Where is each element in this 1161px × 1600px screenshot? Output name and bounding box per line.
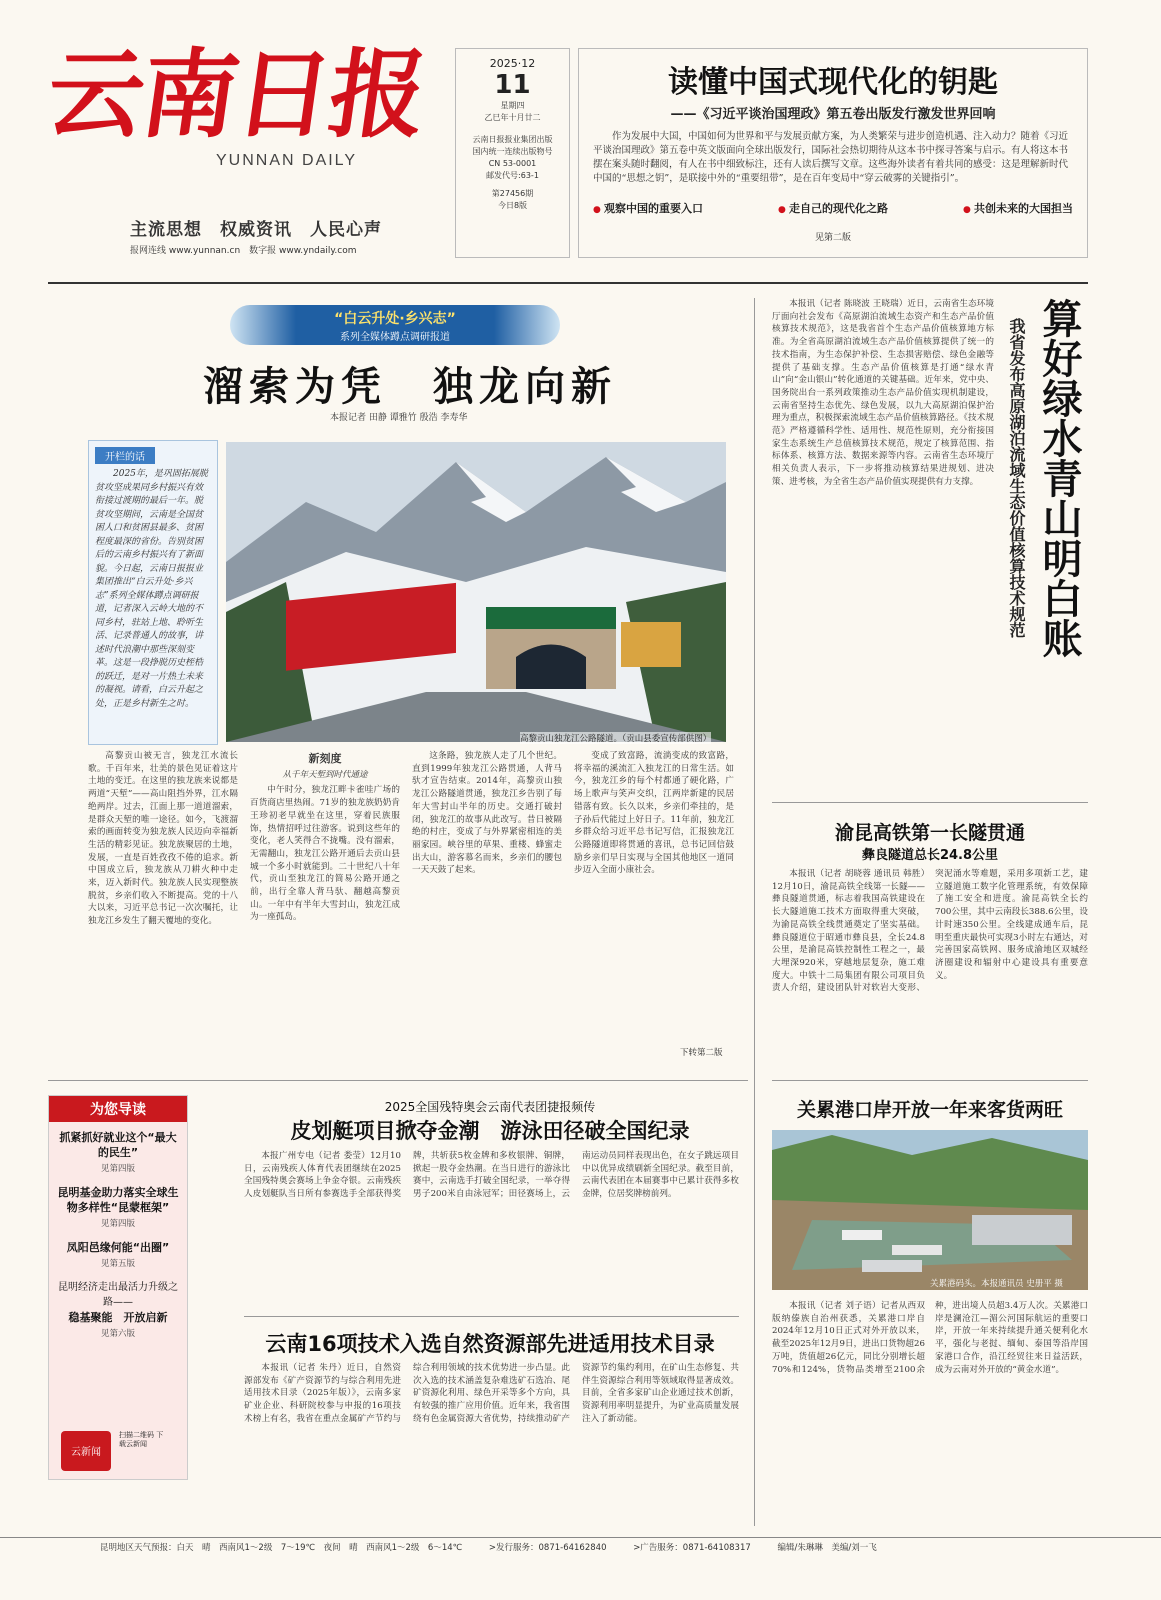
app-logo[interactable]: 云新闻 (61, 1431, 111, 1471)
footer-bar (0, 1537, 1161, 1557)
date-day: 11 (494, 70, 531, 100)
guide-item-page: 见第四版 (100, 1164, 135, 1174)
sports-title[interactable]: 皮划艇项目掀夺金潮 游泳田径破全国纪录 (290, 1119, 690, 1143)
top-story-bullets (593, 200, 1073, 216)
date-lunar: 乙巳年十月廿二 (484, 113, 541, 122)
guide-item[interactable] (49, 1122, 187, 1177)
divider (48, 1080, 748, 1081)
delivery-service: >发行服务：0871-64162840 (488, 1543, 607, 1553)
tunnel-photo-caption: 高黎贡山独龙江公路隧道。（贡山县委宣传部供图） (520, 734, 712, 744)
top-story-body: 作为发展中大国，中国如何为世界和平与发展贡献方案，为人类繁荣与进步创造机遇、注入动力？随着《习近平谈治国理政》第五卷中英文版面向全球出版发行，国际社会热切期待从这本书中探寻答案与启示。有人将这本书摆在案头随时翻阅，有人在书中细致标注，还有人读后撰写文章。这些海外读者有着共同的感受：这是理解新时代中国的“思想之钥”，是联接中外的“重要纽带”，是在百年变局中“穿云破雾的关键指引”。 (593, 131, 1069, 184)
top-story-subtitle: ——《习近平谈治国理政》第五卷出版发行激发世界回响 (670, 107, 996, 122)
bullet-item[interactable]: ● 共创未来的大国担当 (963, 200, 1073, 216)
sports-kicker: 2025全国残特奥会云南代表团捷报频传 (384, 1100, 596, 1114)
qr-label: 扫描二维码 下载云新闻 (119, 1431, 164, 1448)
page-count: 今日8版 (497, 201, 528, 210)
weather-forecast: 昆明地区天气预报：白天 晴 西南风1～2级 7～19℃ 夜间 晴 西南风1～2级 6～14℃ (100, 1543, 463, 1553)
tech-title[interactable]: 云南16项技术入选自然资源部先进适用技术目录 (265, 1332, 715, 1356)
issn-label: 国内统一连续出版物号 (472, 147, 553, 156)
tunnel-story-body (772, 868, 1088, 1068)
tech-body (244, 1362, 739, 1527)
guide-item-page: 见第六版 (100, 1329, 135, 1339)
port-photo (772, 1130, 1088, 1290)
side-story-title[interactable]: 算好绿水青山明白账 (1036, 298, 1082, 658)
ad-service: >广告服务：0871-64108317 (633, 1543, 751, 1553)
divider (772, 802, 1088, 803)
tunnel-photo (226, 442, 726, 742)
guide-item-title[interactable]: 稳基聚能 开放启新 (68, 1311, 168, 1324)
column-divider (754, 298, 755, 1526)
bullet-item[interactable]: ● 观察中国的重要入口 (593, 200, 703, 216)
port-photo-caption: 关累港码头。本报通讯员 史册平 摄 (930, 1279, 1063, 1289)
divider (244, 1316, 739, 1317)
lead-column-4 (574, 750, 734, 1045)
editor-credit: 编辑/朱琳琳 美编/刘一飞 (777, 1543, 877, 1553)
lead-col4-text: 变成了致富路，流淌变成的致富路，将幸福的溪流汇入独龙江的日常生活。如今，独龙江乡的每个村都通了硬化路，广场上歌声与笑声交织，江两岸新建的民居错落有致。长久以来，乡亲们牵挂的，是子孙后代能过上好日子。11年前，独龙江乡群众给习近平总书记写信，汇报独龙江公路隧道即将贯通的喜讯，总书记回信鼓励乡亲们早日实现与全国其他地区一道同步迈入全面小康社会。 (574, 751, 734, 876)
publisher: 云南日报报业集团出版 (472, 135, 553, 144)
top-story-see: 见第二版 (814, 233, 851, 243)
preface-text: 2025年，是巩固拓展脱贫攻坚成果同乡村振兴有效衔接过渡期的最后一年。脱贫攻坚期间，云南是全国贫困人口和贫困县最多、贫困程度最深的省份。告别贫困后的云南乡村振兴有了新面貌。今日起，云南日报报业集团推出“白云升处·乡兴志”系列全媒体蹲点调研报道，记者深入云岭大地的不同乡村，驻站上地、聆听生活、记录普通人的故事，讲述时代浪潮中那些深刻变革。这是一段挣脱历史桎梏的跃迁，是对一片热土未来的凝视。请看，白云升起之处，正是乡村新生之时。 (95, 469, 208, 709)
port-story-text: 本报讯（记者 刘子语）记者从西双版纳傣族自治州获悉，关累港口岸自2024年12月10日正式对外开放以来，截至2025年12月9日，进出口货物超26万吨，货值超26亿元，同比分别增长超70%和124%，货物品类增至2100余种，进出境人员超3.4万人次。关累港口岸是澜沧江—湄公河国际航运的重要口岸，开放一年来持续提升通关便利化水平，强化与老挝、缅甸、泰国等沿岸国家港口合作，沿江经贸往来日益活跃，成为云南对外开放的“黄金水道”。 (772, 1301, 1088, 1375)
bullet-item[interactable]: ● 走自己的现代化之路 (778, 200, 888, 216)
lead-col2-text: 中午时分，独龙江畔卡雀哇广场的百货商店里热闹。71岁的独龙族奶奶肯王珍初老早就坐在这里，穿着民族服饰，热情招呼过往游客。说到这些年的变化，老人笑得合不拢嘴。没有溜索，无需翻山，独龙江公路开通后去贡山县城一个多小时就能到。二十世纪八十年代，贡山至独龙江的简易公路开通之前，出行全靠人背马驮、翻越高黎贡山。一年中有半年大雪封山，独龙江成为一座孤岛。 (250, 785, 400, 923)
guide-item[interactable] (49, 1232, 187, 1272)
guide-header: 为您导读 (49, 1096, 187, 1122)
masthead-logo (40, 38, 438, 190)
guide-item-intro: 昆明经济走出最活力升级之路—— (58, 1282, 178, 1308)
lead-col2-head: 新刻度 (308, 752, 342, 765)
side-story-subtitle: 我省发布高原湖泊流域生态价值核算技术规范 (1007, 318, 1026, 638)
date-weekday: 星期四 (500, 101, 525, 110)
series-banner (230, 305, 560, 345)
port-story-body (772, 1300, 1088, 1530)
date-year-month: 2025·12 (489, 57, 536, 70)
sports-text: 本报广州专电（记者 娄莹）12月10日，云南残疾人体育代表团继续在2025全国残特奥会赛场上争金夺银。云南残疾人皮划艇队当日所有参赛选手全部获得奖牌，共斩获5枚金牌和多枚银牌、铜牌，掀起一股夺金热潮。在当日进行的游泳比赛中，云南选手打破全国纪录，一举夺得男子200米自由泳冠军；田径赛场上，云南运动员同样表现出色，在女子跳远项目中以优异成绩刷新全国纪录。截至目前，云南代表团在本届赛事中已累计获得多枚金牌，位居奖牌榜前列。 (244, 1151, 739, 1200)
lead-col3-text: 这条路，独龙族人走了几个世纪。直到1999年独龙江公路贯通，人背马驮才宣告结束。2014年，高黎贡山独龙江公路隧道贯通，独龙江乡告别了每年大雪封山半年的历史。交通打破封闭，独龙江的故事从此改写。昔日被隔绝的村庄，变成了与外界紧密相连的美丽家园。峡谷里的草果、重楼、蜂蜜走出大山，游客慕名而来，乡亲们的腰包一天天鼓了起来。 (412, 751, 562, 876)
guide-item-page: 见第四版 (100, 1219, 135, 1229)
top-story (578, 48, 1088, 258)
guide-item[interactable] (49, 1177, 187, 1232)
lead-byline: 本报记者 田静 谭雅竹 殷浩 李寿华 (330, 413, 468, 423)
guide-item[interactable] (49, 1272, 187, 1342)
masthead-title: 云南日报 (40, 38, 433, 151)
tunnel-story-title[interactable]: 渝昆高铁第一长隧贯通 (834, 822, 1025, 844)
lead-column-3 (412, 750, 562, 1060)
sports-body (244, 1150, 739, 1310)
masthead-english: YUNNAN DAILY (216, 152, 358, 169)
guide-box (48, 1095, 188, 1480)
masthead-divider (48, 282, 1088, 284)
lead-column-1 (88, 750, 238, 1060)
lead-column-2 (250, 750, 400, 1060)
guide-item-title[interactable]: 抓紧抓好就业这个“最大的民生” (59, 1131, 177, 1159)
masthead-slogan: 主流思想 权威资讯 人民心声 (130, 220, 382, 240)
guide-item-title[interactable]: 凤阳邑缘何能“出圈” (66, 1241, 170, 1254)
preface-box (88, 440, 218, 745)
lead-headline[interactable]: 溜索为凭 独龙向新 (203, 363, 617, 410)
side-story-text: 本报讯（记者 陈晓波 王晓瑞）近日，云南省生态环境厅面向社会发布《高原湖泊流域生态资产和生态产品价值核算技术规范》，这是我省首个生态产品价值核算地方标准。为全省高原湖泊流域生态产品价值核算提供了统一的技术指南，为生态保护补偿、生态损害赔偿、绿色金融等提供了基础支撑。生态产品价值核算是打通“绿水青山”向“金山银山”转化通道的关键基础。近年来，党中央、国务院出台一系列政策推动生态产品价值实现机制建设，云南省坚持生态优先、绿色发展，以九大高原湖泊保护治理为重点，积极探索流域生态产品价值核算路径。《技术规范》严格遵循科学性、适用性、规范性原则，充分衔接国家生态系统生产总值核算技术规范，规定了核算范围、指标体系、核算方法、数据来源等内容。云南省生态环境厅相关负责人表示，下一步将推动核算结果进规划、进决策、进考核，为全省生态产品价值实现提供有力支撑。 (772, 299, 994, 487)
guide-item-title[interactable]: 昆明基金助力落实全球生物多样性“昆蒙框架” (57, 1186, 179, 1214)
masthead-links[interactable]: 报网连线 www.yunnan.cn 数字报 www.yndaily.com (130, 246, 357, 256)
cn-number: CN 53-0001 (488, 159, 537, 168)
lead-col2-sub: 从千年天堑到时代通途 (282, 769, 368, 780)
port-story-title[interactable]: 关累港口岸开放一年来客货两旺 (796, 1099, 1063, 1121)
side-story-body (772, 298, 994, 798)
tech-text: 本报讯（记者 朱丹）近日，自然资源部发布《矿产资源节约与综合利用先进适用技术目录（2025年版）》，云南多家矿业企业、科研院校参与申报的16项技术榜上有名，我省在重点金属矿产节约与综合利用领域的技术优势进一步凸显。此次入选的技术涵盖复杂难选矿石选冶、尾矿资源化利用、绿色开采等多个方向，具有较强的推广应用价值。近年来，我省围绕有色金属资源大省优势，持续推动矿产资源节约集约利用，在矿山生态修复、共伴生资源综合利用等领域取得显著成效。目前，全省多家矿山企业通过技术创新，资源利用率明显提升，为矿业高质量发展注入了新动能。 (244, 1363, 739, 1424)
tunnel-story-text: 本报讯（记者 胡晓蓉 通讯员 韩胜）12月10日，渝昆高铁全线第一长隧——彝良隧道贯通，标志着我国高铁建设在长大隧道施工技术方面取得重大突破，为渝昆高铁全线贯通奠定了坚实基础。彝良隧道位于昭通市彝良县，全长24.8公里，是渝昆高铁控制性工程之一，最大埋深920米，穿越地层复杂，施工难度大。中铁十二局集团有限公司项目负责人介绍，建设团队针对软岩大变形、突泥涌水等难题，采用多项新工艺，建立隧道施工数字化管理系统，有效保障了施工安全和进度。渝昆高铁全长约700公里，其中云南段长388.6公里，设计时速350公里。全线建成通车后，昆明至重庆最快可实现3小时左右通达，对完善国家高铁网、服务成渝地区双城经济圈建设和辐射中心建设具有重要意义。 (772, 869, 1088, 994)
divider (772, 1080, 1088, 1081)
date-box (455, 48, 570, 258)
lead-continue[interactable]: 下转第二版 (680, 1048, 723, 1058)
postal-code: 邮发代号:63-1 (486, 171, 539, 180)
top-story-title[interactable]: 读懂中国式现代化的钥匙 (668, 65, 998, 100)
issue-number: 第27456期 (491, 189, 534, 198)
guide-item-page: 见第五版 (100, 1259, 135, 1269)
lead-col1-text: 高黎贡山被无言，独龙江水流长歌。千百年来，壮美的景色见证着这片土地的变迁。在这里的独龙族来说都是两道“天堑”——高山阻挡外界，江水隔绝两岸。过去，江面上那一道道溜索，是群众天堑的唯一途径。如今，飞渡溜索的画面转变为独龙族人民迈向幸福新生活的精彩见证。独龙族聚居的土地，发展，一直是百姓孜孜不倦的追求。新中国成立后，独龙族从刀耕火种中走来，迈入新时代。独龙族人民实现整族脱贫，乡亲们收入不断提高。党的十八大以来，习近平总书记一次次嘱托，让独龙江乡发生了翻天覆地的变化。 (88, 751, 238, 927)
banner-subtitle: 系列全媒体蹲点调研报道 (340, 332, 450, 343)
tunnel-story-subtitle: 彝良隧道总长24.8公里 (861, 848, 999, 863)
banner-title: “白云升处·乡兴志” (334, 311, 456, 327)
preface-tag: 开栏的话 (95, 447, 155, 464)
